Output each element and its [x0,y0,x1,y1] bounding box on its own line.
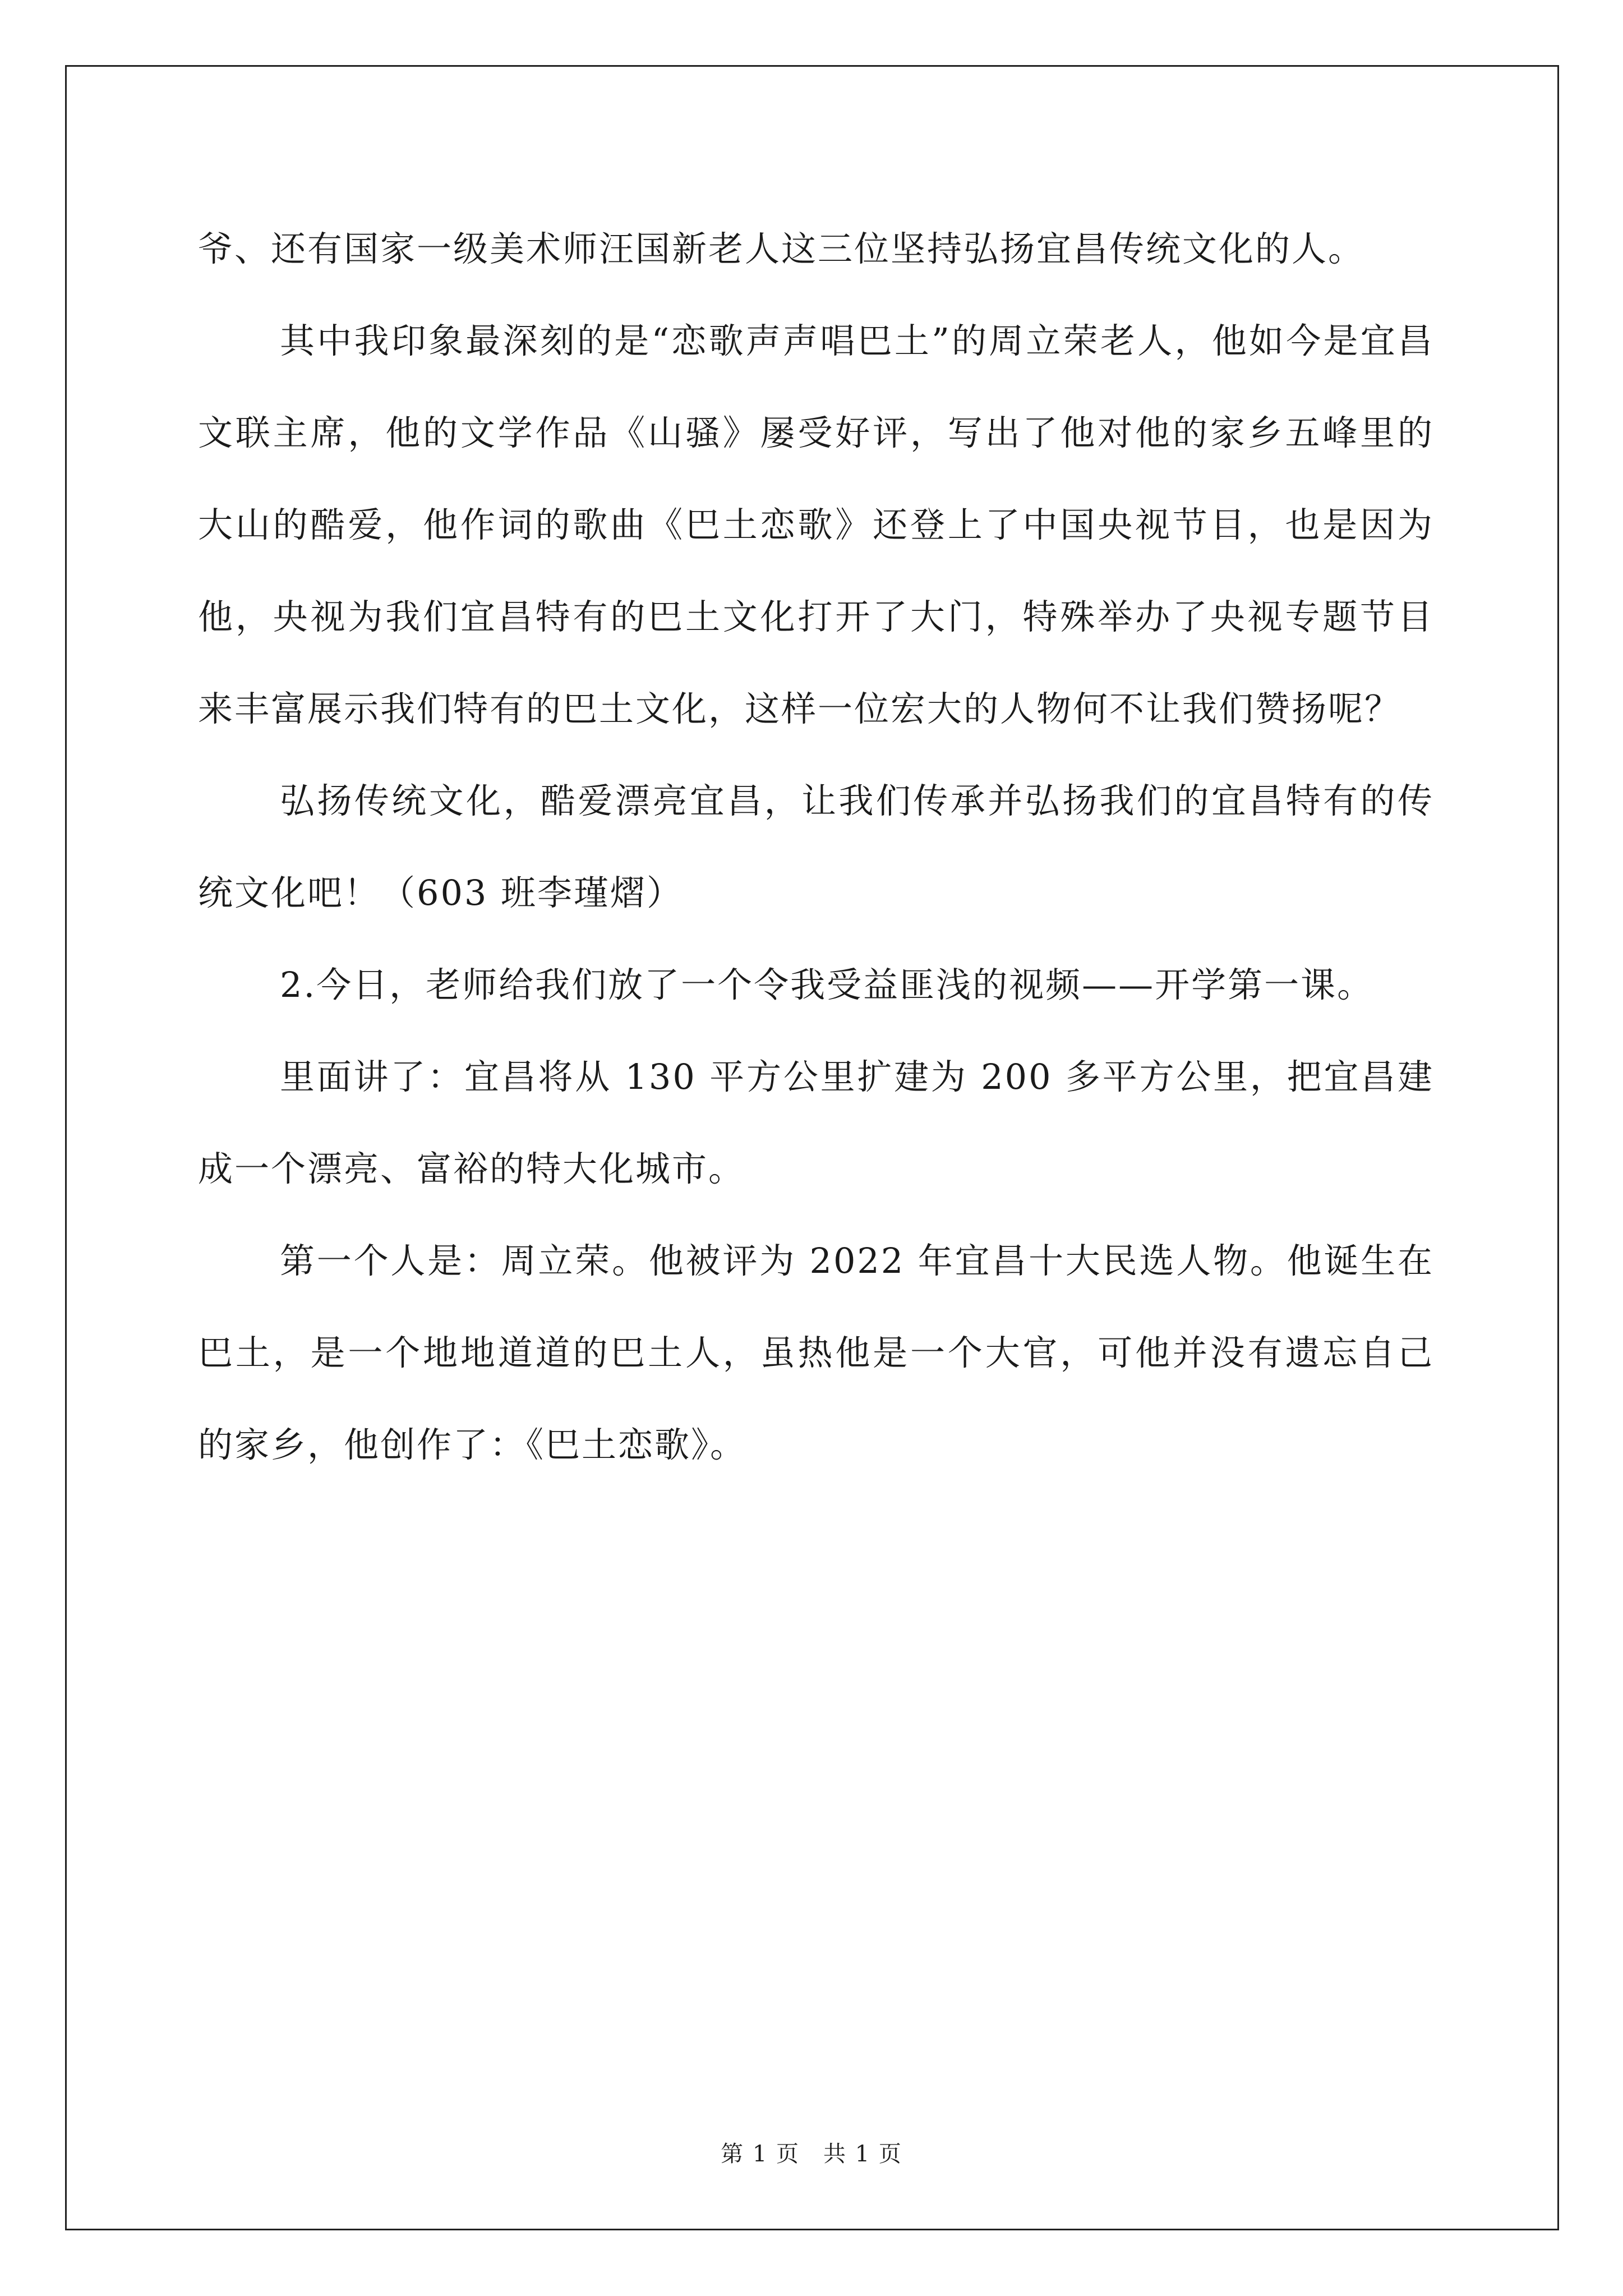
page-number-footer: 第 1 页 共 1 页 [721,2141,902,2167]
paragraph: 2.今日，老师给我们放了一个令我受益匪浅的视频——开学第一课。 [280,964,1374,1005]
paragraph: 里面讲了：宜昌将从 130 平方公里扩建为 200 多平方公里，把宜昌建成一个漂亮、富裕的特大化城市。 [198,1056,1434,1189]
paragraph: 其中我印象最深刻的是“恋歌声声唱巴土”的周立荣老人，他如今是宜昌文联主席，他的文学作品《山骚》屡受好评，写出了他对他的家乡五峰里的大山的酷爱，他作词的歌曲《巴土恋歌》还登上了中国央视节目，也是因为他，央视为我们宜昌特有的巴土文化打开了大门，特殊举办了央视专题节目来丰富展示我们特有的巴土文化，这样一位宏大的人物何不让我们赞扬呢？ [198,320,1434,729]
paragraph: 弘扬传统文化，酷爱漂亮宜昌，让我们传承并弘扬我们的宜昌特有的传统文化吧！（603 班李瑾熠） [198,780,1434,913]
paragraph: 第一个人是：周立荣。他被评为 2022 年宜昌十大民选人物。他诞生在巴土，是一个地地道道的巴土人，虽热他是一个大官，可他并没有遗忘自己的家乡，他创作了：《巴土恋歌》。 [198,1240,1434,1465]
paragraph-continued: 爷、还有国家一级美术师汪国新老人这三位坚持弘扬宜昌传统文化的人。 [198,228,1365,269]
document-body [198,203,1434,1491]
